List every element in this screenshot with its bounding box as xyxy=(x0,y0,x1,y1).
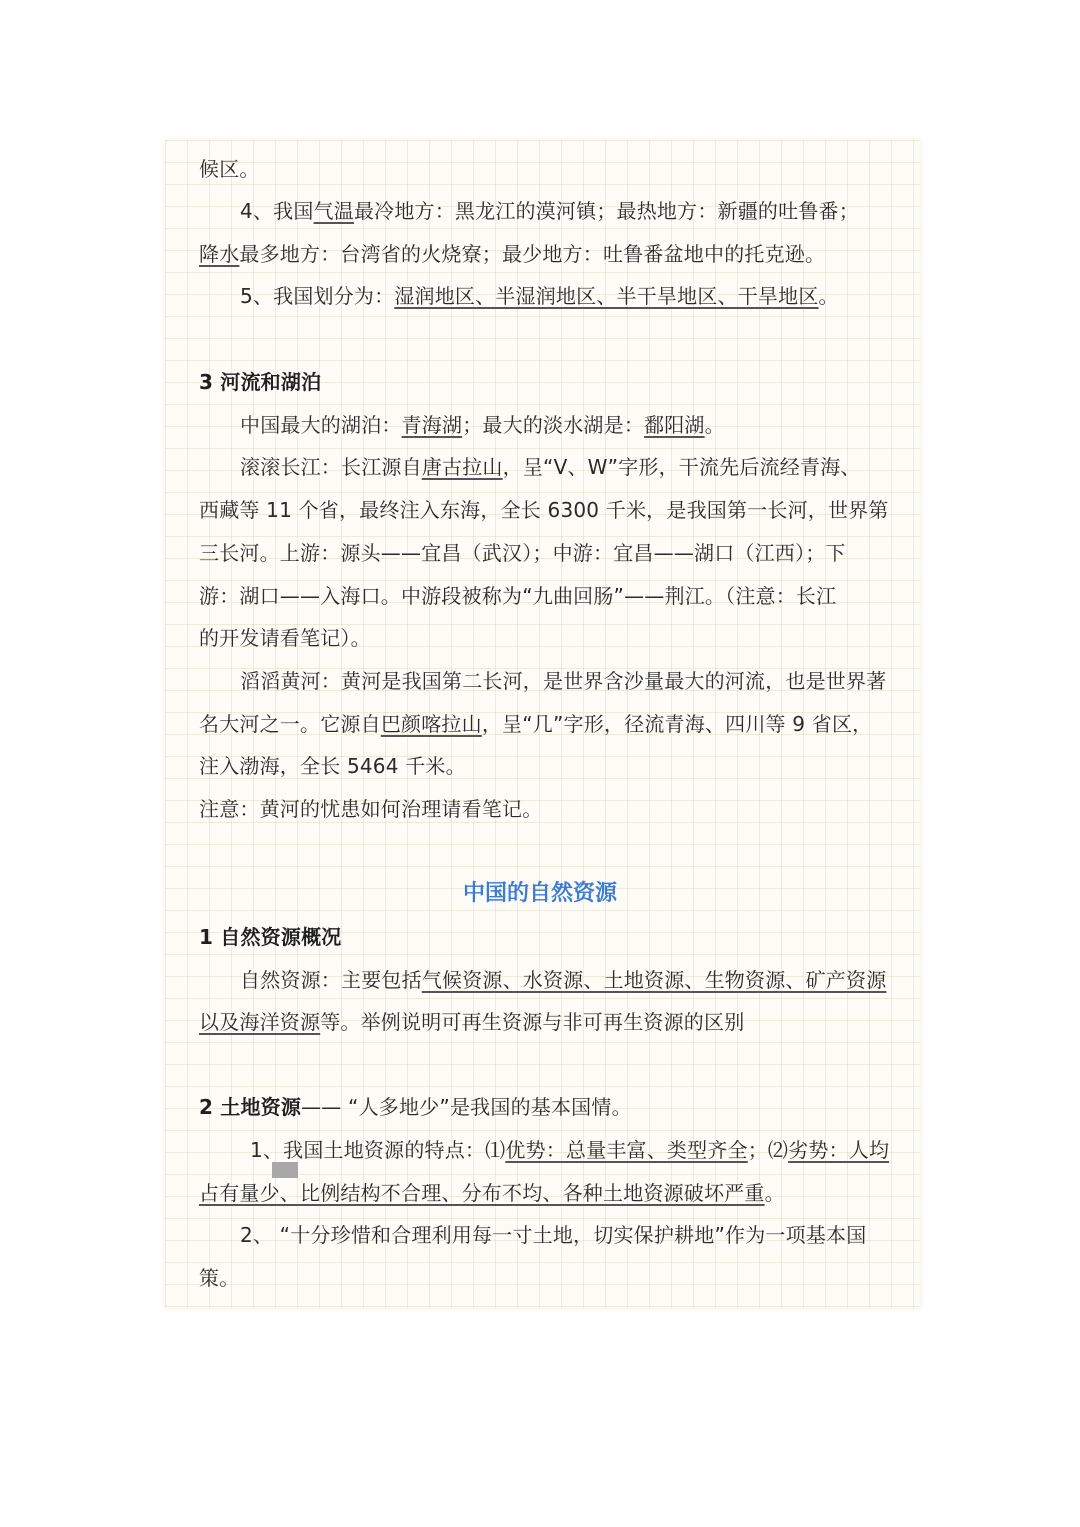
text-line: 注意：黄河的忧患如何治理请看笔记。 xyxy=(199,797,543,821)
text-line: 西藏等 11 个省，最终注入东海，全长 6300 千米，是我国第一长河，世界第 xyxy=(199,498,889,522)
text-span: ；最大的淡水湖是： xyxy=(462,413,645,437)
underlined-term: 鄱阳湖 xyxy=(644,413,705,437)
text-line xyxy=(240,966,886,994)
text-line: 三长河。上游：源头——宜昌（武汉）；中游：宜昌——湖口（江西）；下 xyxy=(199,541,846,565)
text-span: ；⑵ xyxy=(747,1138,789,1162)
underlined-term: 湿润地区、半湿润地区、半干旱地区、干旱地区 xyxy=(394,284,819,308)
text-span: 。 xyxy=(764,1181,785,1205)
section-heading: 1 自然资源概况 xyxy=(199,925,342,949)
text-span: 4、我国 xyxy=(240,199,314,223)
underlined-term: 降水 xyxy=(199,242,240,266)
text-line xyxy=(250,1136,889,1164)
underlined-term: 青海湖 xyxy=(401,413,463,437)
text-span: 滚滚长江：长江源自 xyxy=(240,455,422,479)
section-heading xyxy=(199,1093,632,1121)
text-line xyxy=(240,453,861,481)
text-line: 游：湖口——入海口。中游段被称为“九曲回肠”——荆江。（注意：长江 xyxy=(199,584,837,608)
underlined-term: 巴颜喀拉山 xyxy=(380,712,482,736)
text-line xyxy=(199,240,825,268)
text-span: ，呈“V、W”字形，干流先后流经青海、 xyxy=(502,455,861,479)
text-span: 名大河之一。它源自 xyxy=(199,712,381,736)
text-span: 1、我国土地资源的特点：⑴ xyxy=(250,1138,506,1162)
chapter-title: 中国的自然资源 xyxy=(462,881,617,906)
text-line: 候区。 xyxy=(199,157,260,181)
underlined-term: 唐古拉山 xyxy=(421,455,503,479)
text-span: 等。举例说明可再生资源与非可再生资源的区别 xyxy=(320,1010,745,1034)
text-line xyxy=(199,1008,744,1036)
text-span: 。 xyxy=(704,413,725,437)
text-line xyxy=(199,1179,785,1207)
heading-label: 2 土地资源 xyxy=(199,1095,302,1119)
text-line: 注入渤海，全长 5464 千米。 xyxy=(199,754,466,778)
underlined-term: 以及海洋资源 xyxy=(199,1010,321,1034)
underlined-term: 优势：总量丰富、类型齐全 xyxy=(505,1138,748,1162)
text-span: ，呈“几”字形，径流青海、四川等 9 省区， xyxy=(481,712,873,736)
text-span: 自然资源：主要包括 xyxy=(240,968,422,992)
text-line xyxy=(240,197,859,225)
text-line: 策。 xyxy=(199,1266,240,1290)
text-line xyxy=(199,710,872,738)
text-span: 最多地方：台湾省的火烧寮；最少地方：吐鲁番盆地中的托克逊。 xyxy=(239,242,826,266)
text-line: 滔滔黄河：黄河是我国第二长河，是世界含沙量最大的河流，也是世界著 xyxy=(240,669,887,693)
underlined-term: 占有量少、比例结构不合理、分布不均、各种土地资源破坏严重 xyxy=(199,1181,765,1205)
text-line xyxy=(240,282,839,310)
text-line: 的开发请看笔记）。 xyxy=(199,626,371,650)
text-line xyxy=(240,411,725,439)
underlined-term: 气温 xyxy=(313,199,354,223)
scan-smudge xyxy=(272,1162,298,1178)
text-span: 。 xyxy=(818,284,839,308)
text-span: 5、我国划分为： xyxy=(240,284,395,308)
section-heading: 3 河流和湖泊 xyxy=(199,370,322,394)
text-span: 最冷地方：黑龙江的漠河镇；最热地方：新疆的吐鲁番； xyxy=(353,199,859,223)
text-line: 2、 “十分珍惜和合理利用每一寸土地，切实保护耕地”作为一项基本国 xyxy=(240,1223,867,1247)
underlined-term: 气候资源、水资源、土地资源、生物资源、矿产资源 xyxy=(421,968,887,992)
underlined-term: 劣势：人均 xyxy=(788,1138,890,1162)
text-span: 中国最大的湖泊： xyxy=(240,413,402,437)
text-span: —— “人多地少”是我国的基本国情。 xyxy=(301,1095,632,1119)
